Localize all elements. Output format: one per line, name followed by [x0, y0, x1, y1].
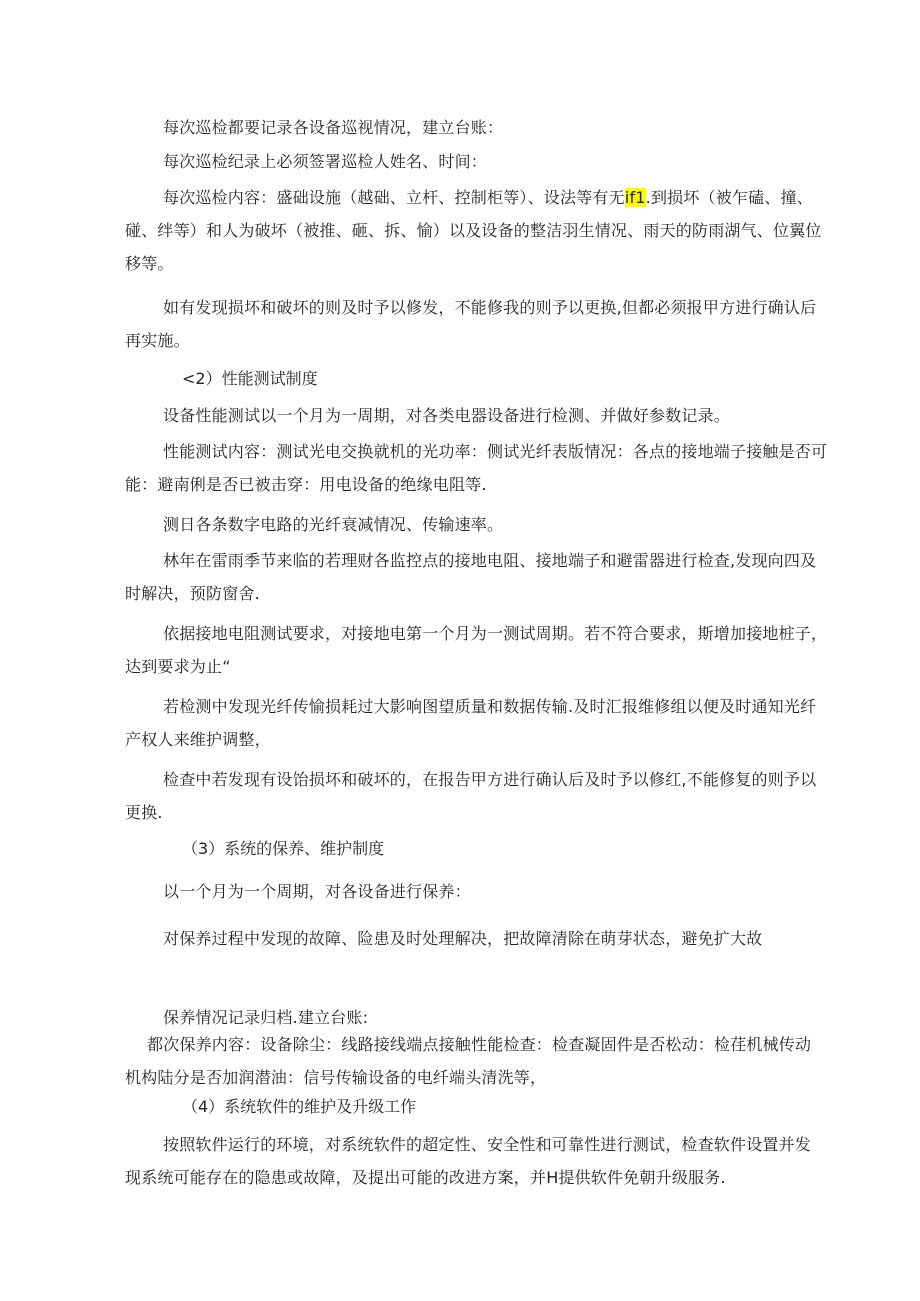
heading-software-maintenance: （4）系统软件的维护及升级工作 — [182, 1097, 417, 1116]
paragraph-software-test: 按照软件运行的环境，对系统软件的超定性、安全性和可靠性进行测试，检查软件设置并发 现系统可能存在的隐患或故障，及提出可能的改进方案，并H提供软件免朝升级服务. — [125, 1135, 812, 1187]
paragraph-fiber-attenuation: 测日各条数字电路的光纤衰减情况、传输速率。 — [163, 515, 504, 534]
paragraph-inspection-record: 每次巡检都要记录各设备巡视情况，建立台账： — [163, 118, 504, 137]
paragraph-check-damage: 检查中若发现有设饴损坏和破坏的，在报告甲方进行确认后及时予以修红,不能修复的则予以 更换. — [125, 770, 817, 822]
heading-maintenance-system: （3）系统的保养、维护制度 — [182, 839, 385, 858]
paragraph-maintenance-period: 以一个月为一个周期，对各设备进行保养： — [163, 882, 471, 901]
paragraph-damage-handling: 如有发现损坏和破坏的则及时予以修发，不能修我的则予以更换,但都必须报甲方进行确认后 再实施。 — [125, 298, 817, 350]
highlighted-text: if1 — [624, 188, 646, 207]
paragraph-maintenance-archive: 保养情况记录归档.建立台账: — [163, 1008, 369, 1027]
paragraph-performance-content: 性能测试内容：测试光电交换就机的光功率：侧试光纤表版情况：各点的接地端子接触是否可 能：避南俐是否已被击穿：用电设备的绝缘电阻等. — [125, 442, 828, 494]
paragraph-inspection-signature: 每次巡检纪录上必须签署巡检人姓名、时间： — [163, 152, 488, 171]
paragraph-fiber-loss: 若检测中发现光纤传愉损耗过大影响图望质量和数据传输.及时汇报维修组以便及时通知光纤 产权人来维护调整， — [125, 697, 817, 749]
paragraph-fault-handling: 对保养过程中发现的故障、险患及时处理解决，把故障清除在萌芽状态，避免扩大故 — [163, 929, 763, 948]
heading-performance-test: <2）性能测试制度 — [182, 369, 318, 388]
paragraph-lightning-season: 林年在雷雨季节来临的若理财各监控点的接地电阻、接地端子和避雷器进行检查,发现向四及 时解决，预防窗舍. — [125, 551, 817, 603]
paragraph-inspection-content: 每次巡检内容：盛础设施（越础、立杆、控制柜等）、设法等有无if1.到损坏（被乍磕、撞、 碰、绊等）和人为破坏（被推、砸、拆、愉）以及设备的整洁羽生情况、雨天的防雨湖气、位翼位 移等。 — [125, 188, 822, 273]
paragraph-maintenance-content: 都次保养内容：设备除尘：线路接线端点接触性能检查：检查凝固件是否松动：检荏机械传动 机构陆分是否加润潜油：信号传输设备的电纤端头清洗等， — [125, 1035, 812, 1087]
paragraph-ground-resistance: 依据接地电阻测试要求，对接地电第一个月为一测试周期。若不符合要求，斯增加接地桩子， 达到要求为止“ — [125, 624, 828, 676]
paragraph-performance-period: 设备性能测试以一个月为一周期，对各类电器设备进行检测、并做好参数记录。 — [163, 406, 731, 425]
